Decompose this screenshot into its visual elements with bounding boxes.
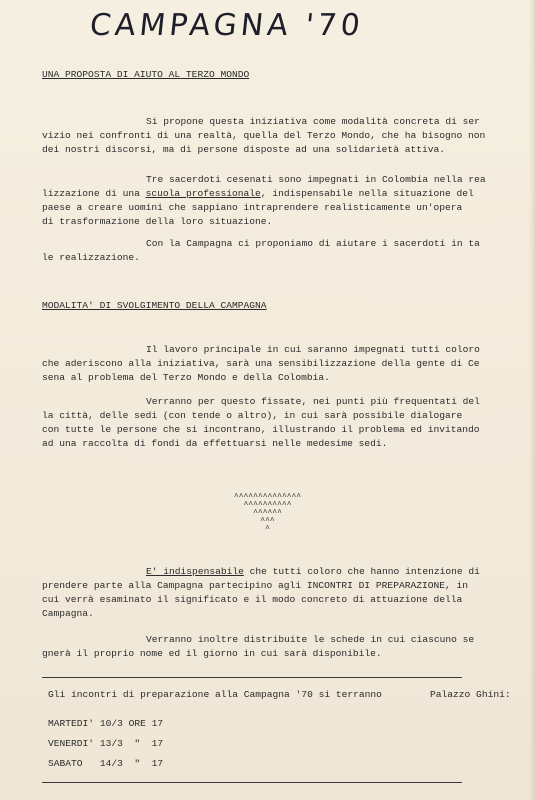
meeting-date: MARTEDI' 10/3 ORE 17 (48, 718, 164, 729)
text-line (146, 566, 480, 578)
text-fragment: , indispensabile nella situazione del (260, 188, 474, 199)
underlined-phrase: E' indispensabile (146, 566, 244, 577)
caret-ornament-row: ^^^^^^^^^^ (243, 501, 292, 510)
text-line: ad una raccolta di fondi da effettuarsi nelle medesime sedi. (42, 438, 388, 449)
caret-ornament-row: ^ (265, 525, 270, 534)
meeting-date: VENERDI' 13/3 " 17 (48, 738, 164, 749)
handwritten-title: CAMPAGNA '70 (88, 8, 366, 43)
text-line: gnerà il proprio nome ed il giorno in cui sarà disponibile. (42, 648, 382, 659)
text-fragment: lizzazione di una (42, 188, 146, 199)
meetings-place: Palazzo Ghini: (430, 689, 511, 700)
text-line: cui verrà esaminato il significato e il modo concreto di attuazione della (42, 594, 463, 605)
paper-edge-shadow (529, 0, 535, 800)
text-line: di trasformazione della loro situazione. (42, 216, 273, 227)
top-rule (42, 677, 462, 678)
caret-ornament-row: ^^^^^^ (253, 509, 282, 518)
underlined-phrase: scuola professionale (145, 188, 261, 199)
section-heading-proposal: UNA PROPOSTA DI AIUTO AL TERZO MONDO (42, 69, 250, 80)
text-line: che aderiscono alla iniziativa, sarà una sensibilizzazione della gente di Ce (42, 358, 480, 369)
text-line: la città, delle sedi (con tende o altro), in cui sarà possibile dialogare (42, 410, 463, 421)
text-line: Con la Campagna ci proponiamo di aiutare i sacerdoti in ta (146, 238, 480, 249)
text-line: le realizzazione. (42, 252, 140, 263)
text-line: Campagna. (42, 608, 94, 619)
text-line: paese a creare uomini che sappiano intraprendere realisticamente un'opera (42, 202, 463, 213)
text-line: con tutte le persone che si incontrano, illustrando il problema ed invitando (42, 424, 480, 435)
text-line: dei nostri discorsi, ma di persone disposte ad una solidarietà attiva. (42, 144, 446, 155)
text-line: sena al problema del Terzo Mondo e della Colombia. (42, 372, 330, 383)
text-line: Verranno inoltre distribuite le schede in cui ciascuno se (146, 634, 475, 645)
text-line: Si propone questa iniziativa come modalità concreta di ser (146, 116, 480, 127)
text-line: Il lavoro principale in cui saranno impegnati tutti coloro (146, 344, 480, 355)
text-line: prendere parte alla Campagna partecipino agli INCONTRI DI PREPARAZIONE, in (42, 580, 469, 591)
text-fragment: che tutti coloro che hanno intenzione di (243, 566, 480, 577)
text-line (42, 188, 474, 200)
meetings-intro: Gli incontri di preparazione alla Campagna '70 si terranno (48, 689, 382, 700)
bottom-rule (42, 782, 462, 783)
text-line: Tre sacerdoti cesenati sono impegnati in Colombia nella rea (146, 174, 486, 185)
caret-ornament-row: ^^^ (260, 517, 275, 526)
section-heading-modality: MODALITA' DI SVOLGIMENTO DELLA CAMPAGNA (42, 300, 267, 311)
caret-ornament-row: ^^^^^^^^^^^^^^ (233, 493, 302, 502)
text-line: vizio nei confronti di una realtà, quella del Terzo Mondo, che ha bisogno non (42, 130, 486, 141)
meeting-date: SABATO 14/3 " 17 (48, 758, 164, 769)
text-line: Verranno per questo fissate, nei punti più frequentati del (146, 396, 480, 407)
